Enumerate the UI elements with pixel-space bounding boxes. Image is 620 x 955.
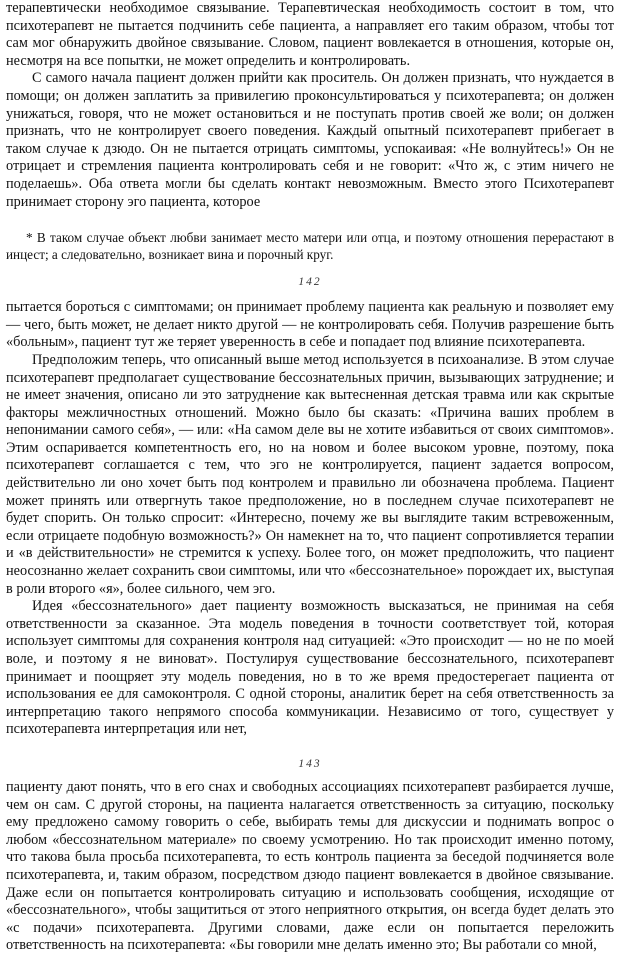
- paragraph-2: С самого начала пациент должен прийти как проситель. Он должен признать, что нуждается в помощи; он должен заплатить за привилегию проконсультироваться у психотерапевта; он должен унижаться, говоря, что не может остановиться и не поступать против своей же воли; он должен признать, что не контролирует своего поведения. Каждый опытный психотерапевт прибегает в таком случае к дзюдо. Он не пытается отрицать симптомы, успокаивая: «Не волнуйтесь!» Он не отрицает и стремления пациента контролировать себя и не говорит: «Что ж, с этим ничего не поделаешь». Оба ответа могли бы сделать контакт невозможным. Вместо этого Психотерапевт принимает сторону эго пациента, которое: [6, 70, 614, 210]
- book-page: [6, 0, 614, 954]
- paragraph-6: пациенту дают понять, что в его снах и свободных ассоциациях психотерапевт разбирается лучше, чем он сам. С другой стороны, на пациента налагается ответственность за ситуацию, поскольку ему предложено самому говорить о себе, выбирать темы для дискуссии и поднимать вопрос о любом «бессознательном материале» по своему усмотрению. Но так происходит именно потому, что такова была просьба психотерапевта, то есть контроль пациента за беседой подчиняется воле психотерапевта, и, таким образом, посредством дзюдо пациент вовлекается в двойное связывание. Даже если он попытается контролировать ситуацию и использовать сообщения, исходящие от «бессознательного», чтобы защититься от этого неприятного открытия, он всегда будет делать это «с подачи» психотерапевта. Другими словами, даже если он попытается переложить ответственность на психотерапевта: «Бы говорили мне делать именно это; Вы работали со мной,: [6, 778, 614, 954]
- paragraph-1: терапевтически необходимое связывание. Терапевтическая необходимость состоит в том, что психотерапевт не пытается подчинить себе пациента, а направляет его таким образом, чтобы тот сам мог обнаружить двойное связывание. Словом, пациент вовлекается в отношения, которые он, несмотря на все попытки, не может определить и контролировать.: [6, 0, 614, 69]
- footnote: * В таком случае объект любви занимает место матери или отца, и поэтому отношения перерастают в инцест; а следовательно, возникает вина и порочный круг.: [6, 230, 614, 263]
- paragraph-5: Идея «бессознательного» дает пациенту возможность высказаться, не принимая на себя ответственности за сказанное. Эта модель поведения в точности соответствует той, которая использует симптомы для сохранения контроля над ситуацией: «Это происходит — но не по моей воле, и поэтому я не виноват». Постулируя существование бессознательного, психотерапевт принимает и поощряет эту модель поведения, но в то же время предостерегает пациента от использования ее для самоконтроля. С одной стороны, аналитик берет на себя ответственность за интерпретацию такого непрямого способа коммуникации. Независимо от того, существует у психотерапевта интерпретация или нет,: [6, 598, 614, 738]
- paragraph-4: Предположим теперь, что описанный выше метод используется в психоанализе. В этом случае психотерапевт предполагает существование бессознательных причин, вызывающих затруднение; и не имеет значения, описано ли это затруднение как вытесненная детская травма или как скрытые факторы межличностных отношений. Можно было бы сказать: «Причина ваших проблем в непонимании самого себя», — или: «На самом деле вы не хотите избавиться от своих симптомов». Этим оспаривается компетентность его, но на новом и более высоком уровне, поэтому, пока психотерапевт соглашается с тем, что эго не контролируется, пациент задается вопросом, действительно ли оно хочет быть под контролем и правильно ли обозначена проблема. Пациент может принять или отвергнуть такое предположение, но в последнем случае психотерапевт не будет спорить. Он только спросит: «Интересно, почему же вы выглядите таким встревоженным, если отрицаете подобную возможность?» Он намекнет на то, что пациент сопротивляется терапии и «в действительности» не стремится к успеху. Более того, он может предположить, что пациент неосознанно желает сохранить свои симптомы, или что «бессознательное» порождает их, выступая в роли второго «я», более сильного, чем эго.: [6, 351, 614, 597]
- page-number-marker: 142: [298, 276, 322, 289]
- paragraph-3: пытается бороться с симптомами; он принимает проблему пациента как реальную и позволяет ему — чего, быть может, не делает никто другой — не контролировать себя. Получив разрешение быть «больным», пациент тут же теряет уверенность в себе и попадает под влияние психотерапевта.: [6, 299, 614, 351]
- page-number-marker: 143: [298, 757, 322, 770]
